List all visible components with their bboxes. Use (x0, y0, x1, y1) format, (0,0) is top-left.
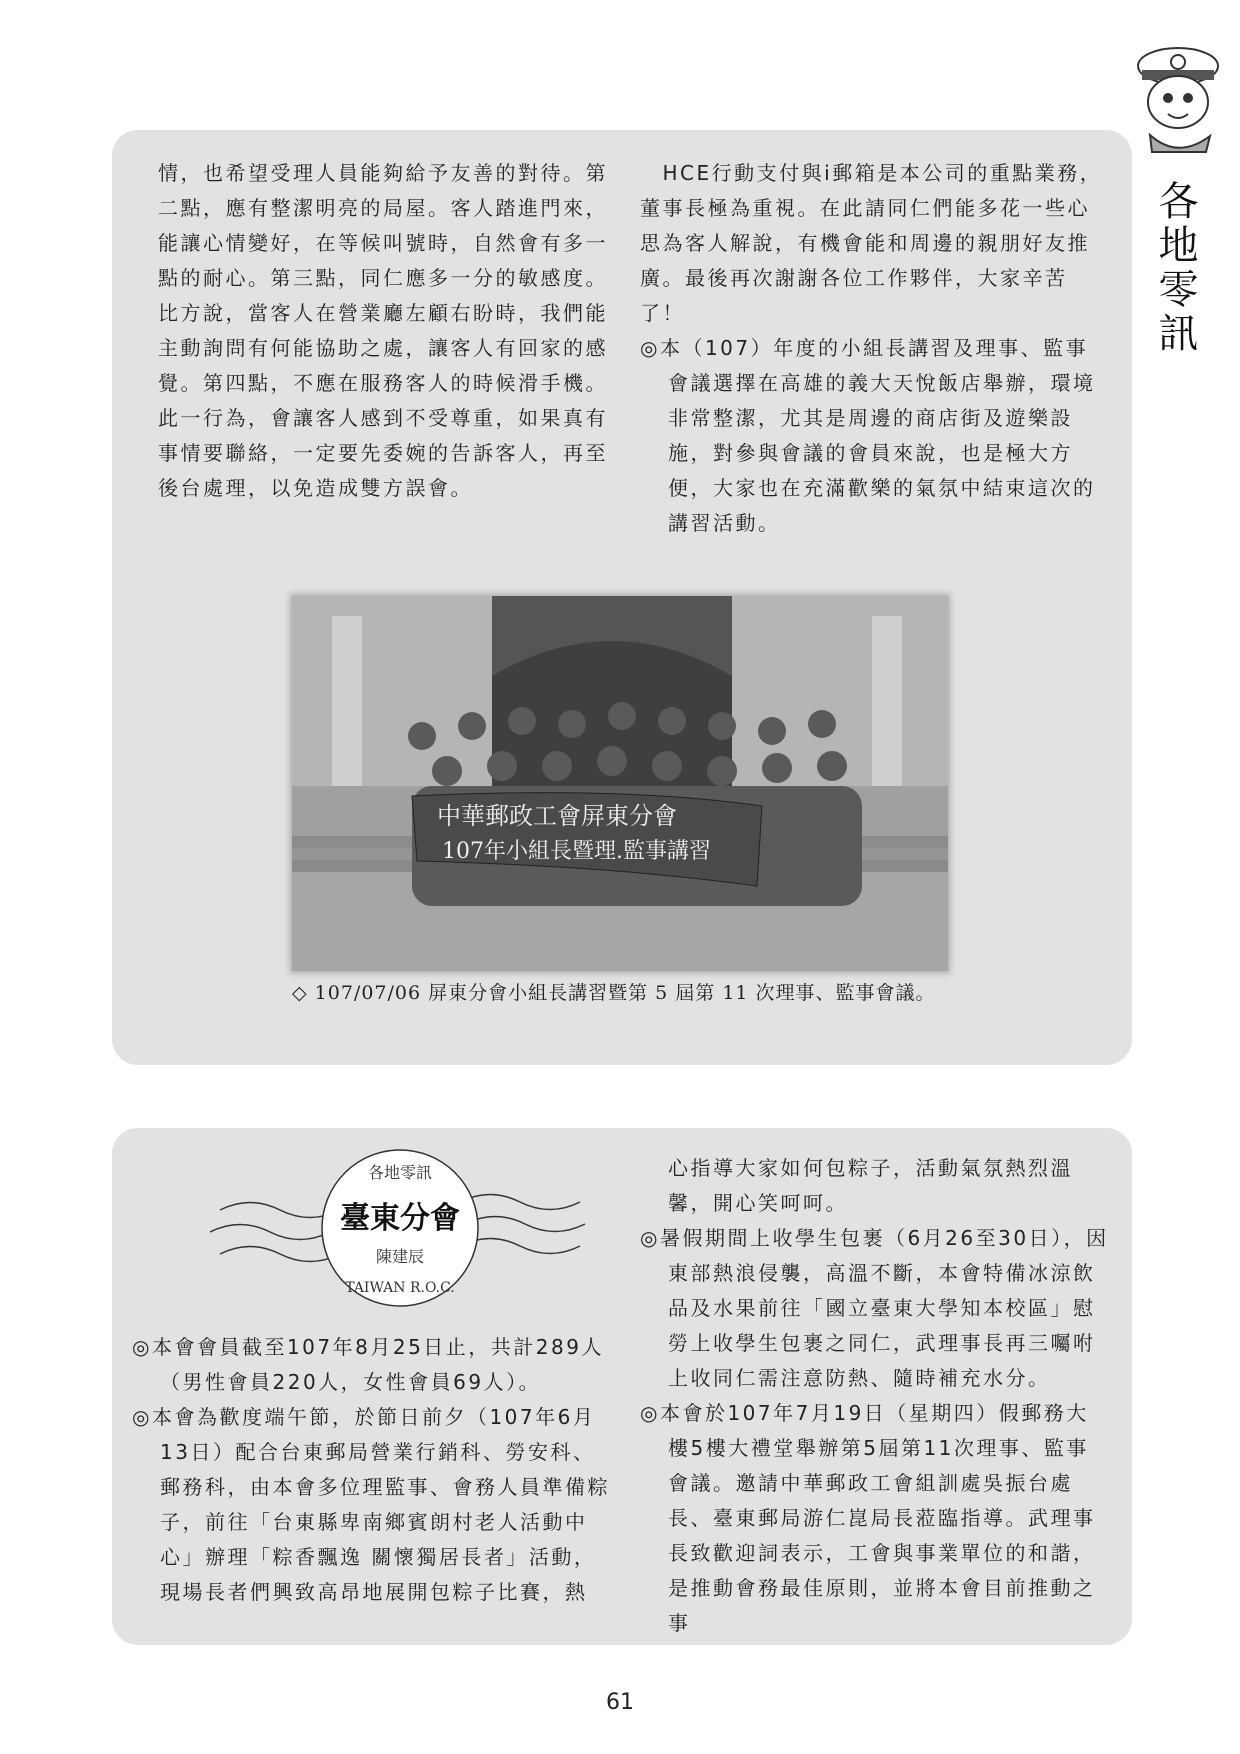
bottom-right-column (640, 1151, 1110, 1641)
continued-paragraph: 心指導大家如何包粽子，活動氣氛熱烈溫馨，開心笑呵呵。 (668, 1156, 1073, 1215)
list-item: ◎暑假期間上收學生包裹（6月26至30日），因東部熱浪侵襲，高溫不斷，本會特備冰涼飲品及水果前往「國立臺東大學知本校區」慰勞上收學生包裹之同仁，武理事長再三囑咐上收同仁需注意防熱、隨時補充水分。 (640, 1226, 1109, 1390)
list-item: ◎本會為歡度端午節，於節日前夕（107年6月13日）配合台東郵局營業行銷科、勞安科、郵務科，由本會多位理監事、會務人員準備粽子，前往「台東縣卑南鄉賓朗村老人活動中心」辦理「粽香飄逸 關懷獨居長者」活動，現場長者們興致高昂地展開包粽子比賽，熱 (132, 1405, 610, 1604)
banner-line-2: 107年小組長暨理.監事講習 (442, 839, 711, 864)
section-title: 各地零訊 (1152, 180, 1198, 356)
paragraph: 情，也希望受理人員能夠給予友善的對待。第二點，應有整潔明亮的局屋。客人踏進門來，能讓心情變好，在等候叫號時，自然會有多一點的耐心。第三點，同仁應多一分的敏感度。比方說，當客人在營業廳左顧右盼時，我們能主動詢問有何能協助之處，讓客人有回家的感覺。第四點，不應在服務客人的時候滑手機。此一行為，會讓客人感到不受尊重，如果真有事情要聯絡，一定要先委婉的告訴客人，再至後台處理，以免造成雙方誤會。 (158, 161, 608, 500)
mascot-illustration (1120, 40, 1230, 160)
list-item: ◎本會會員截至107年8月25日止，共計289人（男性會員220人，女性會員69人）。 (132, 1335, 604, 1394)
photo-caption: ◇ 107/07/06 屏東分會小組長講習暨第 5 屆第 11 次理事、監事會議。 (292, 982, 936, 1004)
list-item: ◎本（107）年度的小組長講習及理事、監事會議選擇在高雄的義大天悅飯店舉辦，環境非常整潔，尤其是周邊的商店街及遊樂設施，對參與會議的會員來說，也是極大方便，大家也在充滿歡樂的氣氛中結束這次的講習活動。 (640, 336, 1096, 535)
stamp-bottom-text: TAIWAN R.O.C. (345, 1280, 455, 1296)
postmark-stamp (210, 1140, 590, 1310)
top-right-column (640, 156, 1110, 541)
top-left-column (158, 156, 608, 506)
page-number: 61 (606, 1690, 634, 1715)
group-photo (292, 596, 948, 971)
banner-line-1: 中華郵政工會屏東分會 (437, 802, 677, 830)
list-item: ◎本會於107年7月19日（星期四）假郵務大樓5樓大禮堂舉辦第5屆第11次理事、監事會議。邀請中華郵政工會組訓處吳振台處長、臺東郵局游仁崑局長蒞臨指導。武理事長致歡迎詞表示，工會與事業單位的和諧，是推動會務最佳原則，並將本會目前推動之事 (640, 1401, 1096, 1635)
bottom-left-column (132, 1330, 612, 1610)
stamp-branch-name: 臺東分會 (340, 1201, 460, 1236)
paragraph: HCE行動支付與i郵箱是本公司的重點業務，董事長極為重視。在此請同仁們能多花一些心思為客人解說，有機會能和周邊的親朋好友推廣。最後再次謝謝各位工作夥伴，大家辛苦了！ (640, 161, 1103, 325)
stamp-top-text: 各地零訊 (367, 1163, 433, 1182)
stamp-author: 陳建辰 (375, 1247, 425, 1266)
